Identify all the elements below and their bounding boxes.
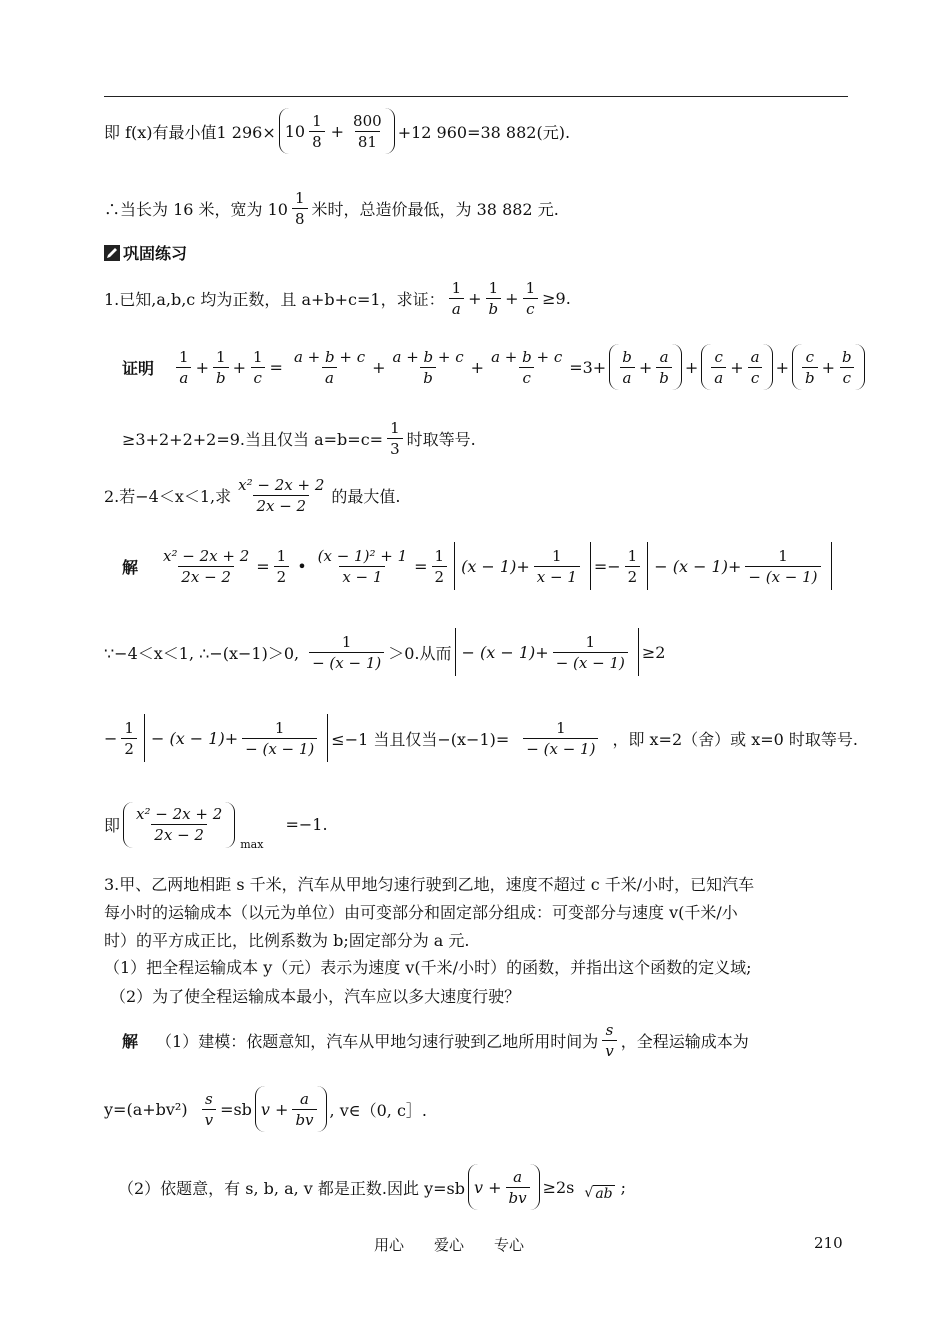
fraction: $\frac{800}{81}$ <box>353 111 382 151</box>
paren-group: $\frac{b}{a}$ + $\frac{a}{b}$ <box>609 344 682 390</box>
fraction: $\frac{a + b + c}{a}$ <box>293 347 366 387</box>
fraction: $\frac{a}{b}$ <box>656 347 672 388</box>
text: , v∈（0, c］. <box>329 1100 427 1120</box>
problem-3-line-3: 时）的平方成正比，比例系数为 b;固定部分为 a 元. <box>104 931 470 950</box>
problem-3-solution <box>122 1020 749 1061</box>
page-number: 210 <box>814 1234 843 1252</box>
text: （2）依题意，有 s, b, a, v 都是正数.因此 y=sb <box>118 1178 465 1198</box>
bracket-group: − (x − 1)+ $\frac{1}{- (x - 1)}$ <box>455 628 639 676</box>
problem-3-part-2: （2）为了使全程运输成本最小，汽车应以多大速度行驶？ <box>110 987 521 1006</box>
fraction: $\frac{s}{v}$ <box>202 1089 216 1130</box>
fraction: $\frac{1}{8}$ <box>309 111 325 152</box>
text: 时取等号. <box>406 430 476 449</box>
text: ＞0.从而 <box>388 643 452 663</box>
text: ≥2 <box>641 642 666 662</box>
fraction: $\frac{s}{v}$ <box>602 1020 616 1061</box>
fraction: $\frac{c}{b}$ <box>802 347 818 388</box>
header-rule <box>104 96 848 97</box>
bracket-group: (x − 1)+ $\frac{1}{x - 1}$ <box>454 542 591 590</box>
fraction: $\frac{\text{(x − 1)² + 1}}{x - 1}$ <box>317 546 408 586</box>
fraction: $\frac{1}{- (x - 1)}$ <box>553 632 628 673</box>
text: 即 f(x)有最小值1 296× <box>104 122 276 142</box>
fraction: $\frac{1}{x - 1}$ <box>534 546 580 587</box>
fraction: $\frac{1}{a}$ <box>176 347 192 388</box>
text: =−1. <box>285 815 328 834</box>
fraction: $\frac{1}{2}$ <box>274 546 290 587</box>
problem-3-line-1: 3.甲、乙两地相距 s 千米，汽车从甲地匀速行驶到乙地，速度不超过 c 千米/小时，已知汽车 <box>104 875 755 894</box>
footer-motto: 用心 爱心 专心 <box>374 1236 525 1254</box>
bracket-group: − (x − 1)+ $\frac{1}{- (x - 1)}$ <box>144 714 328 762</box>
text: ≥9. <box>542 289 571 308</box>
min-value-line <box>104 108 570 154</box>
problem-3-part-1: （1）把全程运输成本 y（元）表示为速度 v(千米/小时）的函数，并指出这个函数的定义域; <box>104 958 752 977</box>
section-heading <box>104 241 187 264</box>
problem-3-cost-function: y=(a+bv²) $\frac{s}{v}$ =sb v + $\frac{a}{bv}$ , v∈（0, c］. <box>104 1086 427 1132</box>
text: 2.若−4＜x＜1,求 <box>104 487 232 506</box>
problem-2-solution: 解 $\frac{\text{x² − 2x + 2}}{2x - 2}$ = $\frac{1}{2}$ • $\frac{\text{(x − 1)² + 1}}{x - 1}$ = $\frac{1}{2}$ (x − 1)+ $\frac{1}{x - 1}$ =− $\frac{1}{2}$ − (x − 1)+ $\frac{1}{- (x - 1)}$ <box>122 542 835 590</box>
pencil-icon <box>104 245 120 261</box>
problem-2-result <box>104 798 328 851</box>
problem-2-bound: − $\frac{1}{2}$ − (x − 1)+ $\frac{1}{- (x - 1)}$ ≤−1 当且仅当−(x−1)= $\frac{1}{- (x - 1)}$ ，即 x=2（舍）或 x=0 时取等号. <box>104 714 858 762</box>
fraction: $\frac{a + b + c}{c}$ <box>491 347 563 387</box>
fraction: $\frac{a}{bv}$ <box>292 1089 316 1130</box>
problem-1-question: 1.已知,a,b,c 均为正数，且 a+b+c=1，求证： $\frac{1}{a}$ + $\frac{1}{b}$ + $\frac{1}{c}$ ≥9. <box>104 279 571 318</box>
proof-label: 证明 <box>122 358 155 378</box>
text: y=(a+bv²) <box>104 1099 188 1119</box>
paren-group <box>279 108 395 154</box>
solution-label: 解 <box>122 1032 139 1051</box>
text: ∴当长为 16 米，宽为 10 <box>104 200 288 219</box>
fraction: $\frac{a}{c}$ <box>748 347 763 388</box>
fraction: $\frac{a}{bv}$ <box>506 1167 530 1208</box>
fraction: $\frac{b}{c}$ <box>839 347 855 388</box>
problem-3-line-2: 每小时的运输成本（以元为单位）由可变部分和固定部分组成：可变部分与速度 v(千米/小 <box>104 903 738 922</box>
fraction: $\frac{\text{x² − 2x + 2}}{2x - 2}$ <box>163 546 250 586</box>
fraction: $\frac{1}{2}$ <box>121 718 137 759</box>
text: 即 <box>104 816 121 835</box>
fraction: $\frac{1}{3}$ <box>387 418 403 459</box>
text: ≥3+2+2+2=9.当且仅当 a=b=c= <box>122 430 384 449</box>
fraction: $\frac{1}{- (x - 1)}$ <box>745 546 820 587</box>
text: +12 960=38 882(元). <box>397 122 571 142</box>
fraction: $\frac{b}{a}$ <box>619 347 635 388</box>
text: 米时，总造价最低，为 38 882 元. <box>311 200 559 219</box>
fraction: $\frac{1}{- (x - 1)}$ <box>523 718 598 759</box>
fraction: $\frac{c}{a}$ <box>711 347 726 388</box>
paren-group: $\frac{c}{a}$ + $\frac{a}{c}$ <box>701 344 772 390</box>
bracket-group: − (x − 1)+ $\frac{1}{- (x - 1)}$ <box>647 542 831 590</box>
operator: + <box>330 121 345 141</box>
text: ∵−4＜x＜1, ∴−(x−1)＞0, <box>104 643 300 663</box>
fraction: $\frac{1}{c}$ <box>523 278 539 319</box>
fraction: $\frac{1}{b}$ <box>486 278 502 319</box>
section-title: 巩固练习 <box>123 244 188 263</box>
fraction: $\frac{1}{c}$ <box>250 347 266 388</box>
fraction: $\frac{1}{a}$ <box>449 278 465 319</box>
paren-group: $\frac{c}{b}$ + $\frac{b}{c}$ <box>792 344 865 390</box>
text: ≤−1 当且仅当−(x−1)= <box>331 729 510 749</box>
problem-2-condition <box>104 628 665 676</box>
problem-3-inequality <box>118 1164 626 1210</box>
paren-group: v + $\frac{a}{bv}$ <box>468 1164 540 1210</box>
text: 的最大值. <box>331 487 401 506</box>
text: ; <box>620 1177 627 1197</box>
paren-group <box>123 802 235 848</box>
fraction: $\frac{1}{2}$ <box>625 546 641 587</box>
subscript: max <box>240 838 264 851</box>
text: ≥2s <box>542 1177 575 1197</box>
problem-1-equality <box>122 418 476 459</box>
fraction: $\frac{1}{- (x - 1)}$ <box>242 718 317 759</box>
fraction: $\frac{\text{x² − 2x + 2}}{2x - 2}$ <box>136 805 223 844</box>
text: 10 <box>284 121 306 141</box>
fraction: $\frac{1}{2}$ <box>432 546 448 587</box>
text: 1.已知,a,b,c 均为正数，且 a+b+c=1，求证： <box>104 290 445 309</box>
text: ，即 x=2（舍）或 x=0 时取等号. <box>612 729 859 749</box>
text: （1）建模：依题意知，汽车从甲地匀速行驶到乙地所用时间为 <box>156 1032 599 1051</box>
problem-2-question <box>104 475 400 516</box>
problem-1-proof: 证明 $\frac{1}{a}$ + $\frac{1}{b}$ + $\frac{1}{c}$ = $\frac{a + b + c}{a}$ + $\frac{a + b + c}{b}$ + $\frac{a + b + c}{c}$ =3+ $\frac{b}{a}$ + $\frac{a}{b}$ + $\frac{c}{a}$ + $\frac{a}{c}$ + $\frac{c}{b}$ + $\frac{b}{c}$ <box>122 344 868 390</box>
fraction: $\frac{1}{b}$ <box>213 347 229 388</box>
text: ，全程运输成本为 <box>620 1032 749 1051</box>
fraction: $\frac{1}{8}$ <box>292 188 308 229</box>
solution-label: 解 <box>122 557 139 577</box>
fraction: $\frac{a + b + c}{b}$ <box>392 347 464 387</box>
fraction: $\frac{1}{- (x - 1)}$ <box>309 632 384 673</box>
paren-group: v + $\frac{a}{bv}$ <box>255 1086 327 1132</box>
sqrt: √ ab <box>584 1185 613 1202</box>
fraction: $\frac{\text{x² − 2x + 2}}{2x - 2}$ <box>238 476 325 515</box>
conclusion-line <box>104 188 559 229</box>
